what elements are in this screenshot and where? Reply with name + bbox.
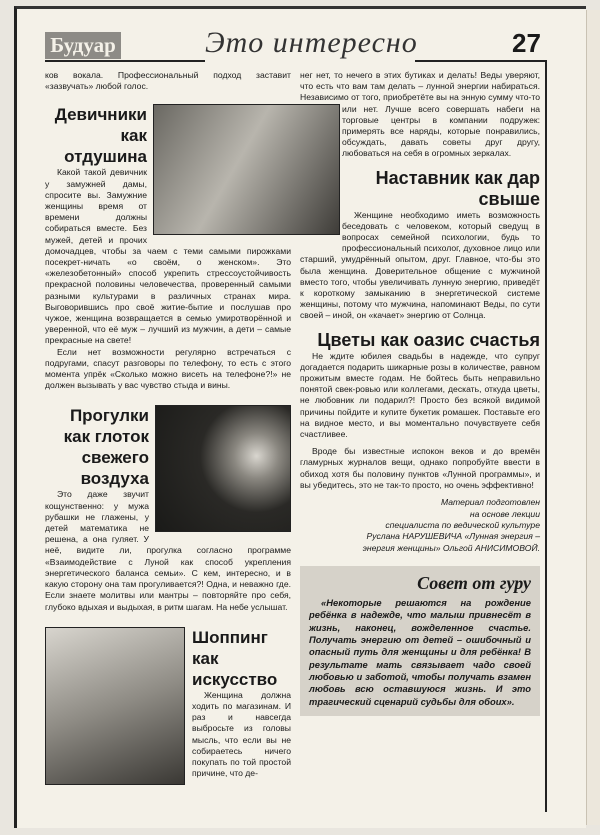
photo-spacer [300,104,342,254]
credit-line: Материал подготовлен [440,497,540,508]
photo-woman-shopping-bags [45,627,185,785]
page-edge [586,10,600,825]
guru-quote: «Некоторые решаются на рождение ребёнка в надежде, что малыш привнесёт в жизнь, наконец, вожделенное счастье. Получать энергию от детей – ошибочный и опасный путь для женщины и для ребёнка! В результате мать связывает чадо своей любовью и заботой, чтобы получать взамен любовь всю оставшуюся жизнь. И это трагический сценарий судьбы для обоих». [309,597,531,707]
article-credit [300,497,540,554]
frame-right-rule [545,60,547,812]
top-right-text [300,70,540,160]
credit-line: на основе лекции [469,508,540,519]
top-left-text: ков вокала. Профессиональный подход заставит «зазвучать» любой голос. [45,70,291,92]
heading-cvety: Цветы как оазис счастья [317,329,540,350]
right-column [300,70,540,716]
credit-line: Руслана НАРУШЕВИЧА «Лунная энергия – [366,531,540,542]
section-progulki [45,405,291,612]
heading-progulki: Прогулки как глоток свежего воздуха [63,406,149,489]
devichniki-text-narrow: Какой такой девичник у замужней дамы, спросите вы. Замужние женщины время от времени должны собираться вместе. Без мужей, детей и прочих домочадцев, чтобы за чаем с теми самыми пирожками посекрет- [45,167,291,268]
guru-title: Совет от гуру [417,573,531,594]
frame-top-rule [415,60,546,62]
progulki-text-narrow: Это даже звучит кощунственно: у мужа рубашки не глажены, у детей математика не решена, а она гуляет. У неё, видите ли, прогулка согласно программе «Взаимодействие с Луной как [45,489,291,567]
top-right-text-full: нег нет, то нечего в этих бутиках и делать! Веды уверяют, что есть что вам там делать – лунной энергии набираться. Независимо от того, приобретёте вы на энную сумму что- [300,70,540,103]
header-rule [45,60,205,62]
credit-line: энергия женщины» Ольгой АНИСИМОВОЙ. [362,542,540,553]
heading-shopping: Шоппинг как искусство [192,627,278,689]
cvety-text [300,351,540,441]
cvety-text-wide: Не ждите юбилея свадьбы в надежде, что супруг догадается подарить шикарные розы в количестве, равном прожитым вместе годам. Не бойтесь быть неправильно понятой свек- [300,350,540,395]
section-devichniki [45,104,291,391]
section-title: Это интересно [205,26,418,59]
left-column [45,70,291,785]
heading-nastavnik: Наставник как дар свыше [375,167,540,209]
magazine-logo: Будуар [45,32,121,59]
nastavnik-text-narrow: Женщине необходимо иметь возможность беседовать с человеком, который сведущ в вопросах семейной психологии, будь то профессиональный психолог, духовное лицо или старший, умудрённый опытом, друг. Главное, что- [300,209,540,265]
progulki-text-wide: способ укрепления энергетического баланса семьи». С кем, интересно, и в какую сторону она там прогуливается?! Одна, и неважно где. Если знаете молитвы или мантры – повторяйте про себя, глубоко вдыхая и выдыхая, в ритм шагам. На небе услышат. [45,556,292,612]
shopping-text: Женщина должна ходить по магазинам. И раз и навсегда выбросьте из головы мысль, что если вы не собираетесь ничего покупать по той простой причине, что де- [192,689,291,779]
devichniki-text-wide: ничать «о своём, о женском». Это «железобетонный» способ укрепить стрессоустойчивость прекрасной половины человечества, проверенный самыми разными культурами в различных странах мира. Выговорившись про своё житие-бытие и послушав про чужое, женщина возвращается в семью умиротворённой и уверенной, что её муж – лучший из мужчин, а дети – самые прекрасные на свете! [45,257,291,346]
nastavnik-text-wide: бы это была женщина. Доверительное общение с мужчиной вместо того, чтобы увеличивать лунную энергию, приведёт к короткому замыканию в энергетической системе женщины, потому что мужчина, напоминают Веды, по сути своей – иной, он «качает» энергию от Солнца. [300,254,540,321]
guru-advice-box [300,566,540,716]
cvety-text-narrow: ровью или коллегами, дескать, откуда цветы, не любовник ли подарил?! Просто без всякой видимой причины пойдите и купите букетик ромашек. Поставьте его на видное место, и вы моментально почувствуете себя счастливее. [300,384,540,440]
devichniki-text-p2: Если нет возможности регулярно встречаться с подругами, спасут разговоры по телефону, то есть с этого момента упрёк «Сколько можно висеть на телефоне?!» не должен вызывать у вас чувство стыда и вины. [45,346,291,391]
section-shopping [45,627,291,780]
heading-devichniki: Девичники как отдушина [54,105,147,167]
top-right-text-narrow: то или нет. Лучше всего совершать набеги на торговые центры в компании подружек: примерять все наряды, которые понравились, обсуждать, давать советы друг другу, любоваться на себя в огромных зеркалах. [342,92,540,159]
cvety-text-p2: Вроде бы известные испокон веков и до времён гламурных журналов вещи, однако попробуйте ввести в обиход хотя бы половину пунктов «Лунной программы», и вы убедитесь, это не так-то просто, но очень эффективно! [300,446,540,490]
credit-line: специалиста по ведической культуре [385,519,540,530]
page-number: 27 [512,28,541,58]
photo-woman-on-grass [155,405,291,532]
